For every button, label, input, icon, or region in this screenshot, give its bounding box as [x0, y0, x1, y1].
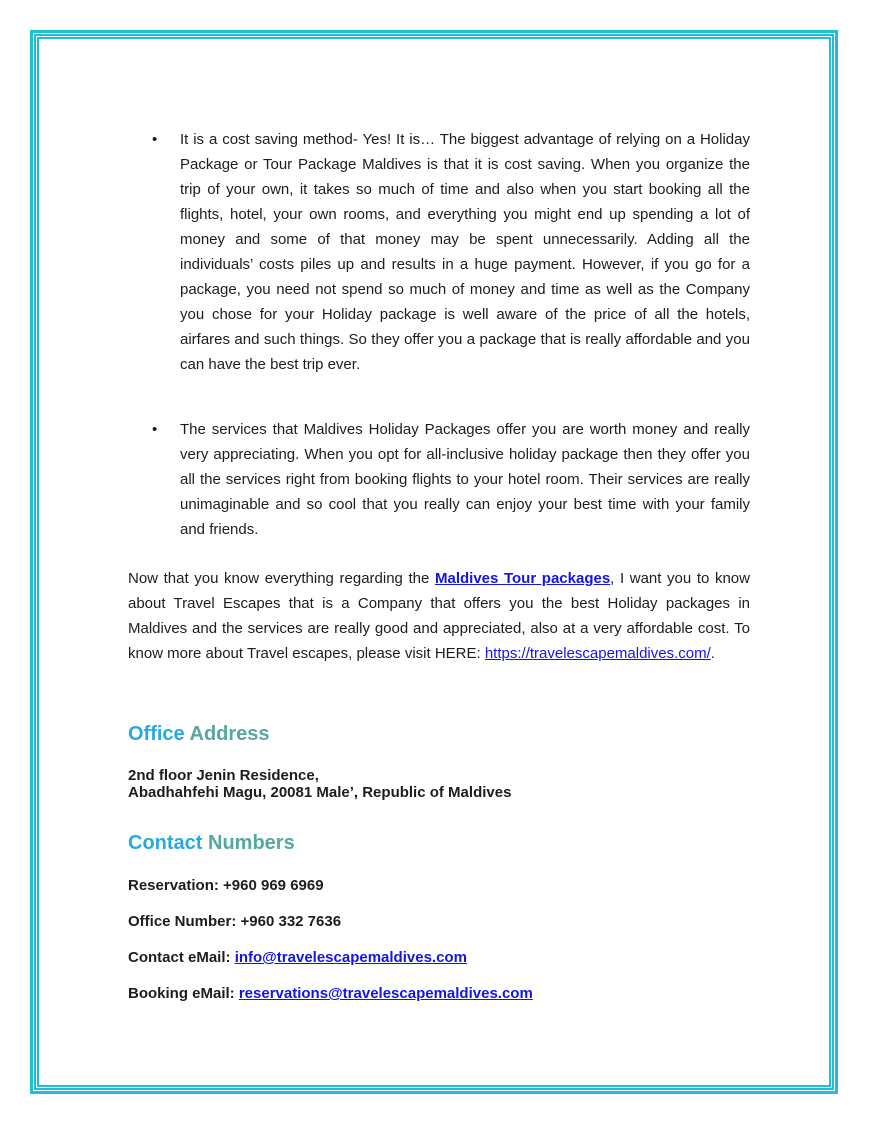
address-line-2: Abadhahfehi Magu, 20081 Male’, Republic of Maldives [128, 784, 512, 801]
intro-paragraph [128, 566, 750, 666]
booking-email-link[interactable]: reservations@travelescapemaldives.com [238, 985, 533, 1002]
contact-numbers-heading [128, 831, 750, 855]
contact-numbers-heading-word2: Numbers [208, 832, 295, 854]
contact-email-link[interactable]: info@travelescapemaldives.com [234, 949, 467, 966]
contact-email-label: Contact eMail: [128, 949, 231, 966]
contact-row-contact-email [128, 949, 750, 966]
reservation-label: Reservation: [128, 877, 219, 894]
office-address-heading-word2: Address [189, 723, 270, 745]
paragraph-text-2: , I want you to know about Travel Escapes that is a Company that offers you the best Holiday packages in Maldives and the services are really good and appreciated, also at a very affordable cost. To know more about Travel escapes, please visit HERE: [128, 570, 750, 662]
office-number-label: Office Number: [128, 913, 237, 930]
contact-row-booking-email [128, 985, 750, 1002]
address-line-1: 2nd floor Jenin Residence, [128, 767, 319, 784]
contact-row-reservation [128, 877, 750, 894]
maldives-tour-packages-link[interactable]: Maldives Tour packages [434, 570, 611, 587]
office-number-value: +960 332 7636 [240, 913, 342, 930]
bullet-text-1: It is a cost saving method- Yes! It is… The biggest advantage of relying on a Holiday Package or Tour Package Maldives is that it is cost saving. When you organize the trip of your own, it takes so much of time and also when you start booking all the flights, hotel, your own rooms, and everything you might end up spending a lot of money and some of that money may be spent unnecessarily. Adding all the individuals’ costs piles up and results in a huge payment. However, if you go for a package, you need not spend so much of money and time as well as the Company you chose for your Holiday package is well aware of the price of all the hotels, airfares and such things. So they offer you a package that is really affordable and you can have the best trip ever. [180, 131, 750, 373]
bullet-text-2: The services that Maldives Holiday Packages offer you are worth money and really very appreciating. When you opt for all-inclusive holiday package then they offer you all the services right from booking flights to your hotel room. Their services are really unimaginable and so cool that you really can enjoy your best time with your family and friends. [180, 421, 750, 538]
document-content [128, 127, 750, 1002]
address-block [128, 767, 750, 801]
paragraph-text-3: . [710, 645, 715, 662]
contact-numbers-heading-word1: Contact [128, 832, 203, 854]
bullet-item-cost-saving [128, 127, 750, 377]
travelescape-url-link[interactable]: https://travelescapemaldives.com/ [484, 645, 711, 662]
bullet-item-services [128, 417, 750, 542]
contact-row-office-number [128, 913, 750, 930]
reservation-number: +960 969 6969 [223, 877, 324, 894]
booking-email-label: Booking eMail: [128, 985, 235, 1002]
paragraph-text-1: Now that you know everything regarding the [128, 570, 435, 587]
bullet-list [128, 127, 750, 542]
office-address-heading-word1: Office [128, 723, 185, 745]
office-address-heading [128, 722, 750, 746]
